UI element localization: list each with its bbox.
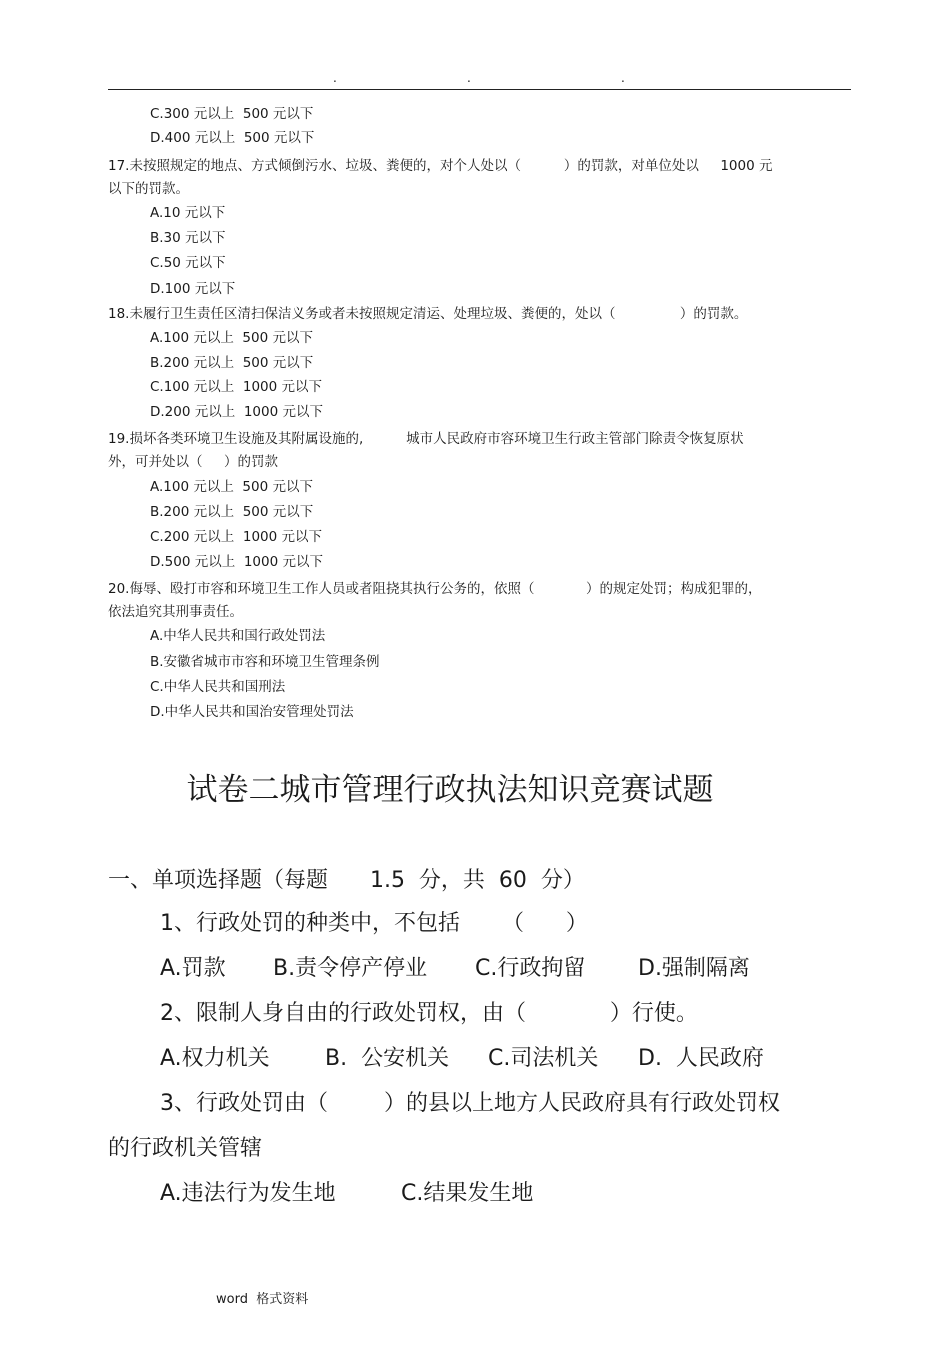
section-heading: 一、单项选择题（每题 1.5 分，共 60 分） [108,868,585,893]
q2-option-a: A.权力机关 [160,1046,270,1071]
q1-option-d: D.强制隔离 [638,956,750,981]
q2-option-b: B. 公安机关 [325,1046,450,1071]
q2-option-d: D. 人民政府 [638,1046,764,1071]
q18-option-b: B.200 元以上 500 元以下 [150,355,314,371]
footer-note: word 格式资料 [216,1292,309,1307]
q19-stem-line1: 19.损坏各类环境卫生设施及其附属设施的, 城市人民政府市容环境卫生行政主管部门除责令恢复原状 [108,431,744,447]
q17-option-c: C.50 元以下 [150,255,226,271]
header-dot: . [621,71,625,85]
q17-stem-line1: 17.未按照规定的地点、方式倾倒污水、垃圾、粪便的，对个人处以（ ）的罚款，对单位处以 1000 元 [108,158,773,174]
q17-option-d: D.100 元以下 [150,281,236,297]
header-dot: . [333,71,337,85]
header-dot: . [467,71,471,85]
q1-option-c: C.行政拘留 [475,956,586,981]
q17-stem-line2: 以下的罚款。 [108,181,189,197]
q19-option-c: C.200 元以上 1000 元以下 [150,529,323,545]
q20-option-a: A.中华人民共和国行政处罚法 [150,628,326,644]
q19-stem-line2: 外，可并处以（ ）的罚款 [108,454,278,470]
q18-option-a: A.100 元以上 500 元以下 [150,330,313,346]
q17-option-a: A.10 元以下 [150,205,226,221]
q1-option-b: B.责令停产停业 [273,956,428,981]
q20-option-d: D.中华人民共和国治安管理处罚法 [150,704,354,720]
q16-option-d: D.400 元以上 500 元以下 [150,130,315,146]
q3-option-c: C.结果发生地 [401,1181,534,1206]
q2-option-c: C.司法机关 [488,1046,599,1071]
q20-option-b: B.安徽省城市市容和环境卫生管理条例 [150,654,380,670]
q19-option-d: D.500 元以上 1000 元以下 [150,554,323,570]
q18-option-d: D.200 元以上 1000 元以下 [150,404,323,420]
q17-option-b: B.30 元以下 [150,230,226,246]
q20-stem-line2: 依法追究其刑事责任。 [108,604,243,620]
q18-option-c: C.100 元以上 1000 元以下 [150,379,323,395]
q19-option-a: A.100 元以上 500 元以下 [150,479,313,495]
header-rule [108,89,851,90]
q1-option-a: A.罚款 [160,956,226,981]
q1-stem: 1、行政处罚的种类中，不包括 （ ） [160,911,588,936]
header-dots [0,72,950,84]
q18-stem: 18.未履行卫生责任区清扫保洁义务或者未按照规定清运、处理垃圾、粪便的，处以（ ）的罚款。 [108,306,748,322]
q2-stem: 2、限制人身自由的行政处罚权，由（ ）行使。 [160,1001,698,1026]
q3-stem-line1: 3、行政处罚由（ ）的县以上地方人民政府具有行政处罚权 [160,1091,780,1116]
q20-option-c: C.中华人民共和国刑法 [150,679,286,695]
q3-option-a: A.违法行为发生地 [160,1181,336,1206]
q16-option-c: C.300 元以上 500 元以下 [150,106,314,122]
q19-option-b: B.200 元以上 500 元以下 [150,504,314,520]
q3-stem-line2: 的行政机关管辖 [108,1136,263,1161]
q20-stem-line1: 20.侮辱、殴打市容和环境卫生工作人员或者阻挠其执行公务的，依照（ ）的规定处罚；构成犯罪的， [108,581,762,597]
exam-title: 试卷二城市管理行政执法知识竞赛试题 [186,772,714,808]
